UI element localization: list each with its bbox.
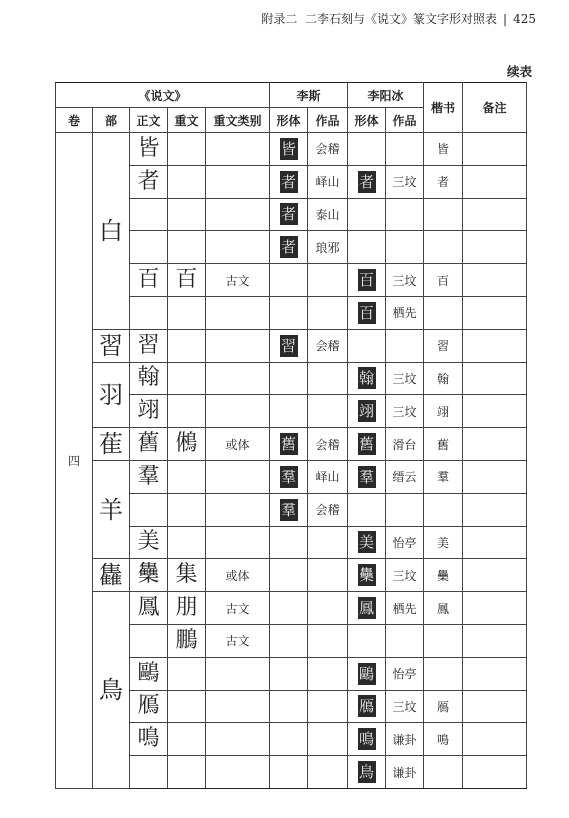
zhengwen-cell bbox=[130, 362, 168, 395]
lisi-work-cell bbox=[308, 624, 348, 657]
seal-glyph: 習 bbox=[137, 332, 160, 358]
chongwen-cell bbox=[168, 657, 206, 690]
lisi-work-cell bbox=[308, 756, 348, 789]
chongwen-cell bbox=[168, 526, 206, 559]
lisi-form-cell bbox=[270, 362, 308, 395]
rubbing-glyph: 鳥 bbox=[358, 763, 374, 782]
chongwen-cell bbox=[168, 460, 206, 493]
chongwen-type-cell bbox=[206, 362, 270, 395]
seal-glyph: 鵂 bbox=[175, 431, 198, 457]
lyb-form-cell bbox=[348, 624, 386, 657]
kaishu-cell bbox=[424, 198, 463, 231]
radical-cell bbox=[93, 133, 130, 330]
chongwen-type-cell bbox=[206, 231, 270, 264]
chongwen-type-cell bbox=[206, 756, 270, 789]
lyb-work-cell: 滑台 bbox=[386, 428, 424, 461]
seal-glyph: 鴈 bbox=[137, 693, 160, 719]
running-title: 二李石刻与《说文》篆文字形对照表 bbox=[305, 12, 498, 26]
chongwen-type-cell: 古文 bbox=[206, 592, 270, 625]
lisi-form-cell bbox=[270, 133, 308, 166]
lyb-work-cell: 谦卦 bbox=[386, 723, 424, 756]
chongwen-cell bbox=[168, 165, 206, 198]
rubbing-glyph: 舊 bbox=[280, 435, 296, 454]
lyb-work-cell: 三坟 bbox=[386, 264, 424, 297]
lyb-form-cell bbox=[348, 493, 386, 526]
lisi-group-header: 李斯 bbox=[270, 83, 348, 108]
lisi-work-cell bbox=[308, 559, 348, 592]
radical-cell bbox=[93, 329, 130, 362]
chongwen-cell bbox=[168, 592, 206, 625]
note-cell bbox=[463, 493, 527, 526]
kaishu-cell bbox=[424, 657, 463, 690]
lyb-work-cell: 怡亭 bbox=[386, 657, 424, 690]
rubbing-glyph: 皆 bbox=[280, 139, 296, 158]
seal-glyph: 美 bbox=[137, 529, 160, 555]
seal-glyph: 百 bbox=[175, 267, 198, 293]
chongwen-type-cell bbox=[206, 395, 270, 428]
radical-seal-glyph: 羊 bbox=[99, 495, 123, 524]
table-row bbox=[56, 362, 527, 395]
chongwen-cell bbox=[168, 329, 206, 362]
lisi-form-cell bbox=[270, 657, 308, 690]
lyb-work-cell bbox=[386, 133, 424, 166]
col-header-lisi-work: 作品 bbox=[308, 108, 348, 133]
chongwen-type-cell bbox=[206, 690, 270, 723]
kaishu-cell: 鳳 bbox=[424, 592, 463, 625]
shuowen-group-header: 《说文》 bbox=[56, 83, 270, 108]
chongwen-type-cell: 古文 bbox=[206, 264, 270, 297]
radical-cell bbox=[93, 592, 130, 789]
note-cell bbox=[463, 624, 527, 657]
zhengwen-cell bbox=[130, 165, 168, 198]
rubbing-glyph: 鳳 bbox=[358, 599, 374, 618]
rubbing-glyph: 者 bbox=[358, 172, 374, 191]
seal-glyph: 朋 bbox=[175, 595, 198, 621]
lisi-form-cell bbox=[270, 723, 308, 756]
page-number: 425 bbox=[513, 12, 536, 26]
lisi-work-cell bbox=[308, 657, 348, 690]
zhengwen-cell bbox=[130, 493, 168, 526]
chongwen-type-cell bbox=[206, 296, 270, 329]
lyb-work-cell bbox=[386, 231, 424, 264]
lyb-work-cell: 三坟 bbox=[386, 559, 424, 592]
chongwen-type-cell bbox=[206, 133, 270, 166]
lyb-work-cell bbox=[386, 198, 424, 231]
chongwen-type-cell bbox=[206, 198, 270, 231]
lyb-form-cell bbox=[348, 264, 386, 297]
chongwen-cell bbox=[168, 624, 206, 657]
lyb-form-cell bbox=[348, 460, 386, 493]
chongwen-cell bbox=[168, 395, 206, 428]
kaishu-cell: 雧 bbox=[424, 559, 463, 592]
lisi-form-cell bbox=[270, 428, 308, 461]
liyangbing-group-header: 李阳冰 bbox=[348, 83, 424, 108]
radical-cell bbox=[93, 362, 130, 428]
lyb-form-cell bbox=[348, 428, 386, 461]
chongwen-cell bbox=[168, 428, 206, 461]
chongwen-type-cell bbox=[206, 657, 270, 690]
chongwen-type-cell: 或体 bbox=[206, 428, 270, 461]
rubbing-glyph: 翊 bbox=[358, 402, 374, 421]
note-cell bbox=[463, 526, 527, 559]
table-row bbox=[56, 592, 527, 625]
radical-seal-glyph: 習 bbox=[99, 331, 123, 360]
note-cell bbox=[463, 296, 527, 329]
rubbing-glyph: 者 bbox=[280, 205, 296, 224]
rubbing-glyph: 者 bbox=[280, 238, 296, 257]
juan-cell: 四 bbox=[56, 133, 93, 789]
rubbing-glyph: 鳴 bbox=[358, 730, 374, 749]
chongwen-cell bbox=[168, 493, 206, 526]
zhengwen-cell bbox=[130, 624, 168, 657]
kaishu-cell: 羣 bbox=[424, 460, 463, 493]
note-cell bbox=[463, 198, 527, 231]
lyb-work-cell: 栖先 bbox=[386, 296, 424, 329]
zhengwen-cell bbox=[130, 526, 168, 559]
lyb-work-cell bbox=[386, 624, 424, 657]
rubbing-glyph: 翰 bbox=[358, 369, 374, 388]
seal-glyph: 皆 bbox=[137, 135, 160, 161]
seal-glyph: 翰 bbox=[137, 365, 160, 391]
chongwen-type-cell: 古文 bbox=[206, 624, 270, 657]
lyb-form-cell bbox=[348, 133, 386, 166]
note-cell bbox=[463, 592, 527, 625]
lisi-work-cell bbox=[308, 526, 348, 559]
note-cell bbox=[463, 559, 527, 592]
lyb-form-cell bbox=[348, 690, 386, 723]
col-header-chongwen-type: 重文类别 bbox=[206, 108, 270, 133]
running-head bbox=[0, 10, 536, 27]
lyb-form-cell bbox=[348, 362, 386, 395]
lisi-work-cell: 琅邪 bbox=[308, 231, 348, 264]
lisi-work-cell: 峄山 bbox=[308, 460, 348, 493]
lyb-form-cell bbox=[348, 592, 386, 625]
kaishu-cell: 翰 bbox=[424, 362, 463, 395]
lyb-form-cell bbox=[348, 723, 386, 756]
lisi-work-cell: 会稽 bbox=[308, 493, 348, 526]
rubbing-glyph: 舊 bbox=[358, 435, 374, 454]
kaishu-cell: 美 bbox=[424, 526, 463, 559]
comparison-table bbox=[55, 82, 527, 789]
kaishu-cell bbox=[424, 231, 463, 264]
zhengwen-cell bbox=[130, 756, 168, 789]
lisi-work-cell bbox=[308, 592, 348, 625]
lisi-work-cell: 泰山 bbox=[308, 198, 348, 231]
seal-glyph: 鷗 bbox=[137, 660, 160, 686]
zhengwen-cell bbox=[130, 460, 168, 493]
table-row bbox=[56, 559, 527, 592]
col-header-lisi-form: 形体 bbox=[270, 108, 308, 133]
kaishu-cell: 習 bbox=[424, 329, 463, 362]
rubbing-glyph: 百 bbox=[358, 271, 374, 290]
col-header-lyb-work: 作品 bbox=[386, 108, 424, 133]
lisi-form-cell bbox=[270, 690, 308, 723]
rubbing-glyph: 鴈 bbox=[358, 697, 374, 716]
lisi-work-cell: 峄山 bbox=[308, 165, 348, 198]
lyb-form-cell bbox=[348, 231, 386, 264]
note-cell bbox=[463, 362, 527, 395]
seal-glyph: 鳴 bbox=[137, 726, 160, 752]
lisi-form-cell bbox=[270, 756, 308, 789]
rubbing-glyph: 羣 bbox=[280, 500, 296, 519]
radical-seal-glyph: 羽 bbox=[99, 380, 123, 409]
lisi-form-cell bbox=[270, 264, 308, 297]
table-row bbox=[56, 460, 527, 493]
zhengwen-cell bbox=[130, 559, 168, 592]
chongwen-type-cell bbox=[206, 460, 270, 493]
chongwen-cell bbox=[168, 198, 206, 231]
col-header-zhengwen: 正文 bbox=[130, 108, 168, 133]
chongwen-type-cell bbox=[206, 329, 270, 362]
rubbing-glyph: 鷗 bbox=[358, 664, 374, 683]
chongwen-type-cell: 或体 bbox=[206, 559, 270, 592]
table-row bbox=[56, 133, 527, 166]
note-header: 备注 bbox=[463, 83, 527, 133]
chongwen-cell bbox=[168, 362, 206, 395]
lisi-work-cell bbox=[308, 264, 348, 297]
kaishu-cell bbox=[424, 624, 463, 657]
note-cell bbox=[463, 723, 527, 756]
lisi-form-cell bbox=[270, 296, 308, 329]
note-cell bbox=[463, 756, 527, 789]
seal-glyph: 翊 bbox=[137, 398, 160, 424]
lisi-work-cell bbox=[308, 723, 348, 756]
note-cell bbox=[463, 165, 527, 198]
radical-seal-glyph: 鳥 bbox=[99, 676, 123, 705]
rubbing-glyph: 習 bbox=[280, 336, 296, 355]
lisi-work-cell bbox=[308, 690, 348, 723]
zhengwen-cell bbox=[130, 198, 168, 231]
continued-label: 续表 bbox=[506, 64, 532, 79]
zhengwen-cell bbox=[130, 133, 168, 166]
lyb-work-cell: 栖先 bbox=[386, 592, 424, 625]
lisi-form-cell bbox=[270, 460, 308, 493]
lyb-form-cell bbox=[348, 395, 386, 428]
table-row bbox=[56, 329, 527, 362]
lyb-form-cell bbox=[348, 329, 386, 362]
lisi-form-cell bbox=[270, 526, 308, 559]
chongwen-cell bbox=[168, 231, 206, 264]
note-cell bbox=[463, 264, 527, 297]
chongwen-cell bbox=[168, 559, 206, 592]
seal-glyph: 者 bbox=[137, 168, 160, 194]
chongwen-cell bbox=[168, 723, 206, 756]
lyb-work-cell: 三坟 bbox=[386, 395, 424, 428]
lyb-form-cell bbox=[348, 198, 386, 231]
lyb-work-cell: 缙云 bbox=[386, 460, 424, 493]
col-header-lyb-form: 形体 bbox=[348, 108, 386, 133]
kaishu-cell: 舊 bbox=[424, 428, 463, 461]
radical-cell bbox=[93, 559, 130, 592]
lyb-work-cell: 三坟 bbox=[386, 165, 424, 198]
lyb-work-cell bbox=[386, 493, 424, 526]
rubbing-glyph: 美 bbox=[358, 533, 374, 552]
seal-glyph: 集 bbox=[175, 562, 198, 588]
lisi-form-cell bbox=[270, 231, 308, 264]
rubbing-glyph: 者 bbox=[280, 172, 296, 191]
col-header-bu: 部 bbox=[93, 108, 130, 133]
note-cell bbox=[463, 329, 527, 362]
radical-seal-glyph: 萑 bbox=[99, 430, 123, 459]
radical-seal-glyph: 白 bbox=[99, 216, 123, 245]
note-cell bbox=[463, 460, 527, 493]
zhengwen-cell bbox=[130, 723, 168, 756]
radical-cell bbox=[93, 460, 130, 558]
note-cell bbox=[463, 231, 527, 264]
table-row bbox=[56, 428, 527, 461]
zhengwen-cell bbox=[130, 592, 168, 625]
lyb-form-cell bbox=[348, 756, 386, 789]
zhengwen-cell bbox=[130, 264, 168, 297]
lisi-work-cell bbox=[308, 296, 348, 329]
note-cell bbox=[463, 133, 527, 166]
lisi-form-cell bbox=[270, 198, 308, 231]
kaishu-cell: 翊 bbox=[424, 395, 463, 428]
lisi-work-cell: 会稽 bbox=[308, 329, 348, 362]
rubbing-glyph: 羣 bbox=[358, 467, 374, 486]
col-header-chongwen: 重文 bbox=[168, 108, 206, 133]
lisi-work-cell bbox=[308, 362, 348, 395]
lisi-form-cell bbox=[270, 559, 308, 592]
rubbing-glyph: 羣 bbox=[280, 467, 296, 486]
lyb-form-cell bbox=[348, 526, 386, 559]
note-cell bbox=[463, 657, 527, 690]
lyb-work-cell: 怡亭 bbox=[386, 526, 424, 559]
kaishu-cell bbox=[424, 296, 463, 329]
lyb-work-cell: 三坟 bbox=[386, 362, 424, 395]
lisi-work-cell: 会稽 bbox=[308, 133, 348, 166]
lyb-form-cell bbox=[348, 296, 386, 329]
zhengwen-cell bbox=[130, 329, 168, 362]
chongwen-cell bbox=[168, 264, 206, 297]
kaishu-cell: 百 bbox=[424, 264, 463, 297]
lyb-form-cell bbox=[348, 165, 386, 198]
chongwen-type-cell bbox=[206, 165, 270, 198]
lyb-form-cell bbox=[348, 657, 386, 690]
kaishu-cell: 者 bbox=[424, 165, 463, 198]
lyb-work-cell: 谦卦 bbox=[386, 756, 424, 789]
kaishu-cell bbox=[424, 493, 463, 526]
seal-glyph: 舊 bbox=[137, 431, 160, 457]
note-cell bbox=[463, 395, 527, 428]
seal-glyph: 雧 bbox=[137, 562, 160, 588]
lisi-work-cell bbox=[308, 395, 348, 428]
header-divider: | bbox=[503, 12, 508, 26]
chongwen-type-cell bbox=[206, 526, 270, 559]
lisi-form-cell bbox=[270, 395, 308, 428]
zhengwen-cell bbox=[130, 231, 168, 264]
zhengwen-cell bbox=[130, 428, 168, 461]
note-cell bbox=[463, 428, 527, 461]
col-header-juan: 卷 bbox=[56, 108, 93, 133]
lisi-form-cell bbox=[270, 329, 308, 362]
seal-glyph: 鵬 bbox=[175, 627, 198, 653]
chongwen-cell bbox=[168, 133, 206, 166]
note-cell bbox=[463, 690, 527, 723]
seal-glyph: 羣 bbox=[137, 463, 160, 489]
seal-glyph: 百 bbox=[137, 267, 160, 293]
chongwen-cell bbox=[168, 690, 206, 723]
kaishu-cell: 皆 bbox=[424, 133, 463, 166]
lisi-form-cell bbox=[270, 592, 308, 625]
lisi-form-cell bbox=[270, 165, 308, 198]
zhengwen-cell bbox=[130, 395, 168, 428]
chongwen-type-cell bbox=[206, 723, 270, 756]
seal-glyph: 鳳 bbox=[137, 595, 160, 621]
lyb-form-cell bbox=[348, 559, 386, 592]
lyb-work-cell: 三坟 bbox=[386, 690, 424, 723]
chongwen-cell bbox=[168, 296, 206, 329]
kaishu-cell: 鳴 bbox=[424, 723, 463, 756]
lisi-form-cell bbox=[270, 624, 308, 657]
kaishu-cell bbox=[424, 756, 463, 789]
section-label: 附录二 bbox=[261, 12, 298, 26]
rubbing-glyph: 雧 bbox=[358, 566, 374, 585]
zhengwen-cell bbox=[130, 296, 168, 329]
kaishu-header: 楷书 bbox=[424, 83, 463, 133]
kaishu-cell: 鴈 bbox=[424, 690, 463, 723]
rubbing-glyph: 百 bbox=[358, 303, 374, 322]
lisi-work-cell: 会稽 bbox=[308, 428, 348, 461]
zhengwen-cell bbox=[130, 657, 168, 690]
chongwen-cell bbox=[168, 756, 206, 789]
chongwen-type-cell bbox=[206, 493, 270, 526]
radical-cell bbox=[93, 428, 130, 461]
lisi-form-cell bbox=[270, 493, 308, 526]
zhengwen-cell bbox=[130, 690, 168, 723]
radical-seal-glyph: 雥 bbox=[99, 561, 123, 590]
lyb-work-cell bbox=[386, 329, 424, 362]
